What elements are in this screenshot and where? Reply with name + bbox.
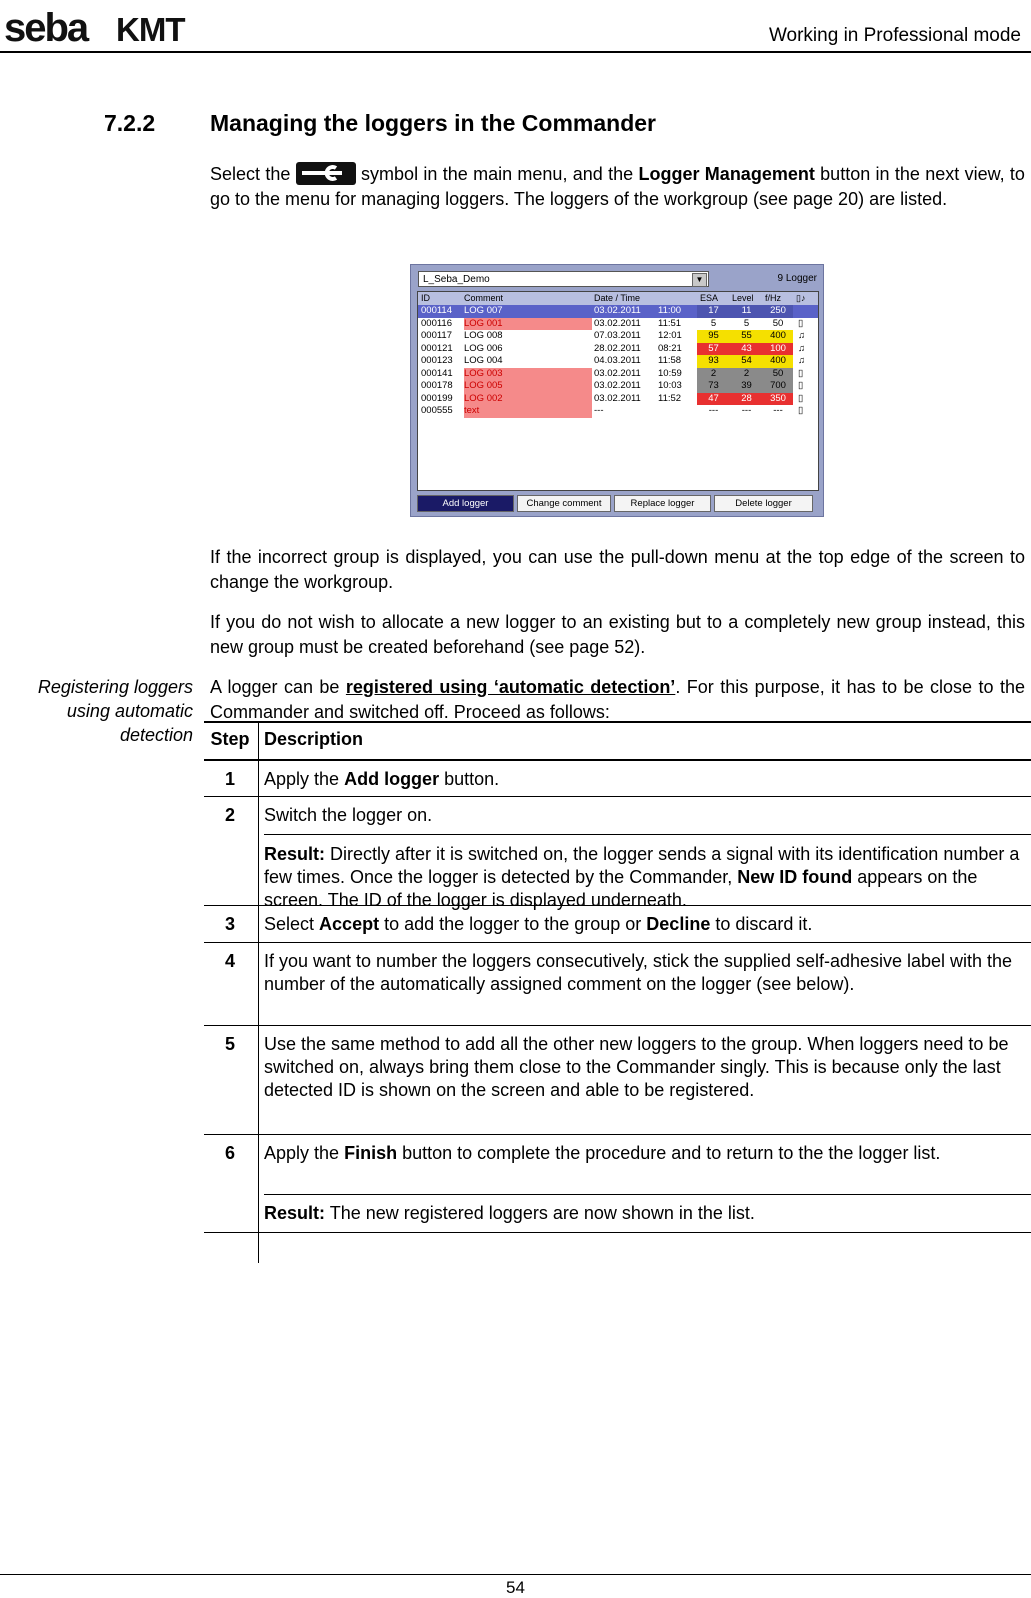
cell-icon: ▯ — [798, 317, 804, 329]
svg-text:KMT: KMT — [116, 11, 185, 46]
logger-row[interactable] — [418, 368, 818, 381]
cell-fhz: 50 — [763, 368, 793, 381]
sebakmt-logo — [4, 8, 222, 46]
cell-comment: LOG 004 — [464, 355, 503, 366]
cell-fhz: 350 — [763, 393, 793, 406]
logger-management-screenshot — [410, 264, 824, 517]
automatic-detection-link[interactable]: registered using ‘automatic detection’ — [345, 677, 676, 697]
replace-logger-button[interactable]: Replace logger — [614, 495, 711, 512]
logger-management-term: Logger Management — [638, 164, 815, 184]
cell-comment: text — [464, 405, 592, 418]
cell-level: 28 — [730, 393, 763, 406]
cell-esa: 95 — [697, 330, 730, 343]
cell-level: 43 — [730, 343, 763, 356]
paragraph-registration: A logger can be registered using ‘automatic detection’. For this purpose, it has to be close to the Commander and switched off. Proceed as follows: — [210, 677, 1025, 722]
cell-level: 54 — [730, 355, 763, 368]
cell-date: --- — [594, 405, 604, 416]
header-title: Working in Professional mode — [768, 25, 1021, 46]
section-number: 7.2.2 — [104, 110, 156, 136]
logger-row[interactable] — [418, 393, 818, 406]
cell-comment: LOG 003 — [464, 368, 592, 381]
cell-esa: 93 — [697, 355, 730, 368]
cell-level: 2 — [730, 368, 763, 381]
steps-table — [204, 721, 1031, 1233]
cell-id: 000555 — [421, 405, 453, 416]
cell-esa: 57 — [697, 343, 730, 356]
paragraph-incorrect-group: If the incorrect group is displayed, you can use the pull-down menu at the top edge of the screen to change the workgroup. — [210, 547, 1025, 592]
cell-icon: ▯ — [798, 405, 804, 416]
wrench-icon — [296, 162, 356, 185]
cell-time: 11:52 — [658, 392, 682, 404]
margin-note: Registering loggers using automatic detection — [37, 677, 193, 745]
cell-esa: 2 — [697, 368, 730, 381]
cell-time: 10:03 — [658, 380, 682, 391]
logger-list — [417, 291, 819, 491]
logger-row[interactable] — [418, 355, 818, 368]
table-row: 1 Apply the Add logger button. — [204, 761, 1031, 797]
cell-fhz: 100 — [763, 343, 793, 356]
cell-id: 000123 — [421, 355, 453, 366]
col-fhz[interactable]: f/Hz — [765, 293, 782, 303]
cell-id: 000114 — [421, 305, 452, 316]
cell-time: 12:01 — [658, 330, 682, 341]
logger-row[interactable] — [418, 405, 818, 418]
cell-comment: LOG 005 — [464, 380, 592, 393]
cell-time — [658, 405, 694, 418]
col-status[interactable]: ▯♪ — [796, 293, 806, 303]
cell-date: 28.02.2011 — [594, 342, 641, 354]
cell-comment: LOG 008 — [464, 330, 503, 341]
cell-fhz: 50 — [763, 318, 793, 331]
cell-icon — [798, 305, 812, 318]
group-dropdown[interactable]: L_Seba_Demo ▼ — [418, 271, 709, 287]
cell-fhz: 250 — [763, 305, 793, 318]
cell-comment: LOG 002 — [464, 393, 592, 406]
col-esa[interactable]: ESA — [700, 293, 719, 303]
cell-level: 39 — [730, 380, 763, 393]
logger-row[interactable] — [418, 318, 818, 331]
cell-icon: ♫ — [798, 355, 806, 366]
cell-level: 55 — [730, 330, 763, 343]
cell-date: 03.02.2011 — [594, 317, 641, 329]
table-row: 4 If you want to number the loggers consecutively, stick the supplied self-adhesive label with the number of the automatically assigned comment on the logger (see below). — [204, 943, 1031, 1026]
svg-text:seba: seba — [4, 8, 88, 46]
cell-time: 11:51 — [658, 317, 682, 329]
cell-icon: ▯ — [798, 367, 804, 379]
cell-esa: --- — [697, 405, 730, 418]
table-row: 3 Select Accept to add the logger to the group or Decline to discard it. — [204, 906, 1031, 943]
paragraph-new-group: If you do not wish to allocate a new logger to an existing but to a completely new group instead, this new group must be created beforehand (see page 52). — [210, 612, 1025, 657]
cell-time: 11:58 — [658, 355, 682, 366]
cell-comment: LOG 006 — [464, 342, 503, 354]
cell-esa: 5 — [697, 318, 730, 331]
cell-level: 5 — [730, 318, 763, 331]
table-row: 2 Switch the logger on. Result: Directly after it is switched on, the logger sends a signal with its identification number a few times. Once the logger is detected by the Commander, New ID found appears on the screen. The ID of the logger is displayed underneath. — [204, 797, 1031, 906]
cell-id: 000199 — [421, 392, 453, 404]
change-comment-button[interactable]: Change comment — [517, 495, 611, 512]
cell-date: 03.02.2011 — [594, 305, 641, 316]
col-id[interactable]: ID — [421, 293, 430, 303]
cell-time: 11:00 — [658, 305, 682, 316]
cell-date: 07.03.2011 — [594, 330, 641, 341]
cell-date: 03.02.2011 — [594, 367, 641, 379]
col-date-time[interactable]: Date / Time — [594, 293, 641, 303]
cell-icon: ▯ — [798, 392, 804, 404]
logger-row[interactable] — [418, 343, 818, 356]
cell-id: 000121 — [421, 342, 453, 354]
cell-esa: 47 — [697, 393, 730, 406]
logger-count: 9 Logger — [777, 273, 817, 284]
logger-list-header — [418, 292, 818, 305]
logger-row[interactable] — [418, 380, 818, 393]
intro-paragraph: Select the symbol in the main menu, and the Logger Management button in the next view, to go to the menu for managing loggers. The loggers of the workgroup (see page 20) are listed. — [210, 164, 1025, 209]
cell-id: 000141 — [421, 367, 453, 379]
table-column-divider — [258, 721, 259, 1263]
cell-time: 10:59 — [658, 367, 682, 379]
table-row: 5 Use the same method to add all the other new loggers to the group. When loggers need to be switched on, always bring them close to the Commander singly. This is because only the last detected ID is shown on the screen and able to be registered. — [204, 1026, 1031, 1135]
cell-time: 08:21 — [658, 342, 682, 354]
logger-row[interactable] — [418, 305, 818, 318]
cell-id: 000117 — [421, 330, 452, 341]
cell-icon: ♫ — [798, 330, 806, 341]
cell-esa: 17 — [697, 305, 730, 318]
cell-fhz: 700 — [763, 380, 793, 393]
col-comment[interactable]: Comment — [464, 293, 504, 303]
col-level[interactable]: Level — [732, 293, 754, 303]
section-title: Managing the loggers in the Commander — [210, 110, 656, 136]
cell-date: 04.03.2011 — [594, 355, 641, 366]
cell-comment: LOG 001 — [464, 318, 592, 331]
delete-logger-button[interactable]: Delete logger — [714, 495, 813, 512]
cell-esa: 73 — [697, 380, 730, 393]
cell-fhz: --- — [763, 405, 793, 418]
page-number: 54 — [506, 1578, 525, 1597]
cell-fhz: 400 — [763, 330, 793, 343]
cell-comment: LOG 007 — [464, 305, 503, 316]
cell-level: --- — [730, 405, 763, 418]
cell-id: 000178 — [421, 380, 453, 391]
cell-icon: ▯ — [798, 380, 804, 391]
table-header: Step Description — [204, 723, 1031, 761]
cell-level: 11 — [730, 305, 763, 318]
cell-id: 000116 — [421, 317, 452, 329]
footer-rule — [0, 1574, 1031, 1575]
chevron-down-icon[interactable]: ▼ — [692, 273, 707, 287]
cell-date: 03.02.2011 — [594, 392, 641, 404]
cell-date: 03.02.2011 — [594, 380, 641, 391]
cell-icon: ♫ — [798, 342, 806, 354]
logger-row[interactable] — [418, 330, 818, 343]
table-row: 6 Apply the Finish button to complete the procedure and to return to the the logger list. Result: The new registered loggers are now shown in the list. — [204, 1135, 1031, 1233]
cell-fhz: 400 — [763, 355, 793, 368]
add-logger-button[interactable]: Add logger — [417, 495, 514, 512]
header-rule — [0, 51, 1031, 53]
